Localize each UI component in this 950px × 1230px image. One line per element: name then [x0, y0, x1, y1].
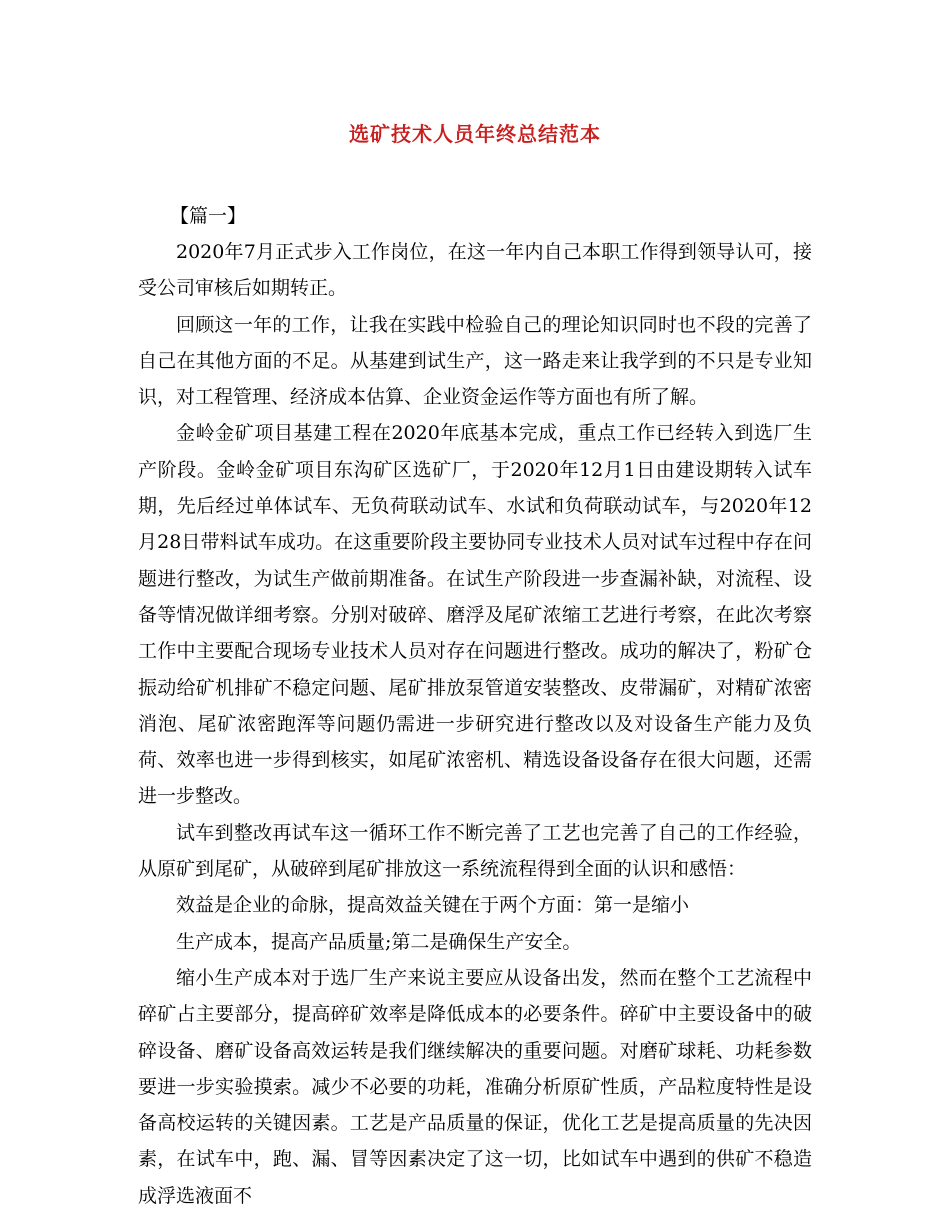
paragraph-2: 回顾这一年的工作，让我在实践中检验自己的理论知识同时也不段的完善了自己在其他方面的不足。从基建到试生产，这一路走来让我学到的不只是专业知识，对工程管理、经济成本估算、企业资金运作等方面也有所了解。: [138, 313, 812, 409]
document-title: 选矿技术人员年终总结范本: [349, 122, 601, 146]
paragraph-1: 2020年7月正式步入工作岗位，在这一年内自己本职工作得到领导认可，接受公司审核后如期转正。: [138, 241, 812, 300]
paragraph-3: 金岭金矿项目基建工程在2020年底基本完成，重点工作已经转入到选厂生产阶段。金岭金矿项目东沟矿区选矿厂，于2020年12月1日由建设期转入试车期，先后经过单体试车、无负荷联动试车、水试和负荷联动试车，与2020年12月28日带料试车成功。在这重要阶段主要协同专业技术人员对试车过程中存在问题进行整改，为试生产做前期准备。在试生产阶段进一步查漏补缺，对流程、设备等情况做详细考察。分别对破碎、磨浮及尾矿浓缩工艺进行考察，在此次考察工作中主要配合现场专业技术人员对存在问题进行整改。成功的解决了，粉矿仓振动给矿机排矿不稳定问题、尾矿排放泵管道安装整改、皮带漏矿，对精矿浓密消泡、尾矿浓密跑浑等问题仍需进一步研究进行整改以及对设备生产能力及负荷、效率也进一步得到核实，如尾矿浓密机、精选设备设备存在很大问题，还需进一步整改。: [138, 422, 812, 808]
section-label: 【篇一】: [170, 205, 247, 227]
paragraph-6: 生产成本，提高产品质量;第二是确保生产安全。: [176, 930, 582, 953]
paragraph-5: 效益是企业的命脉，提高效益关键在于两个方面：第一是缩小: [176, 894, 690, 917]
paragraph-7: 缩小生产成本对于选厂生产来说主要应从设备出发，然而在整个工艺流程中碎矿占主要部分，提高碎矿效率是降低成本的必要条件。碎矿中主要设备中的破碎设备、磨矿设备高效运转是我们继续解决的重要问题。对磨矿球耗、功耗参数要进一步实验摸索。减少不必要的功耗，准确分析原矿性质，产品粒度特性是设备高校运转的关键因素。工艺是产品质量的保证，优化工艺是提高质量的先决因素，在试车中，跑、漏、冒等因素决定了这一切，比如试车中遇到的供矿不稳造成浮选液面不: [138, 966, 812, 1207]
paragraph-4: 试车到整改再试车这一循环工作不断完善了工艺也完善了自己的工作经验，从原矿到尾矿，从破碎到尾矿排放这一系统流程得到全面的认识和感悟：: [138, 821, 812, 881]
